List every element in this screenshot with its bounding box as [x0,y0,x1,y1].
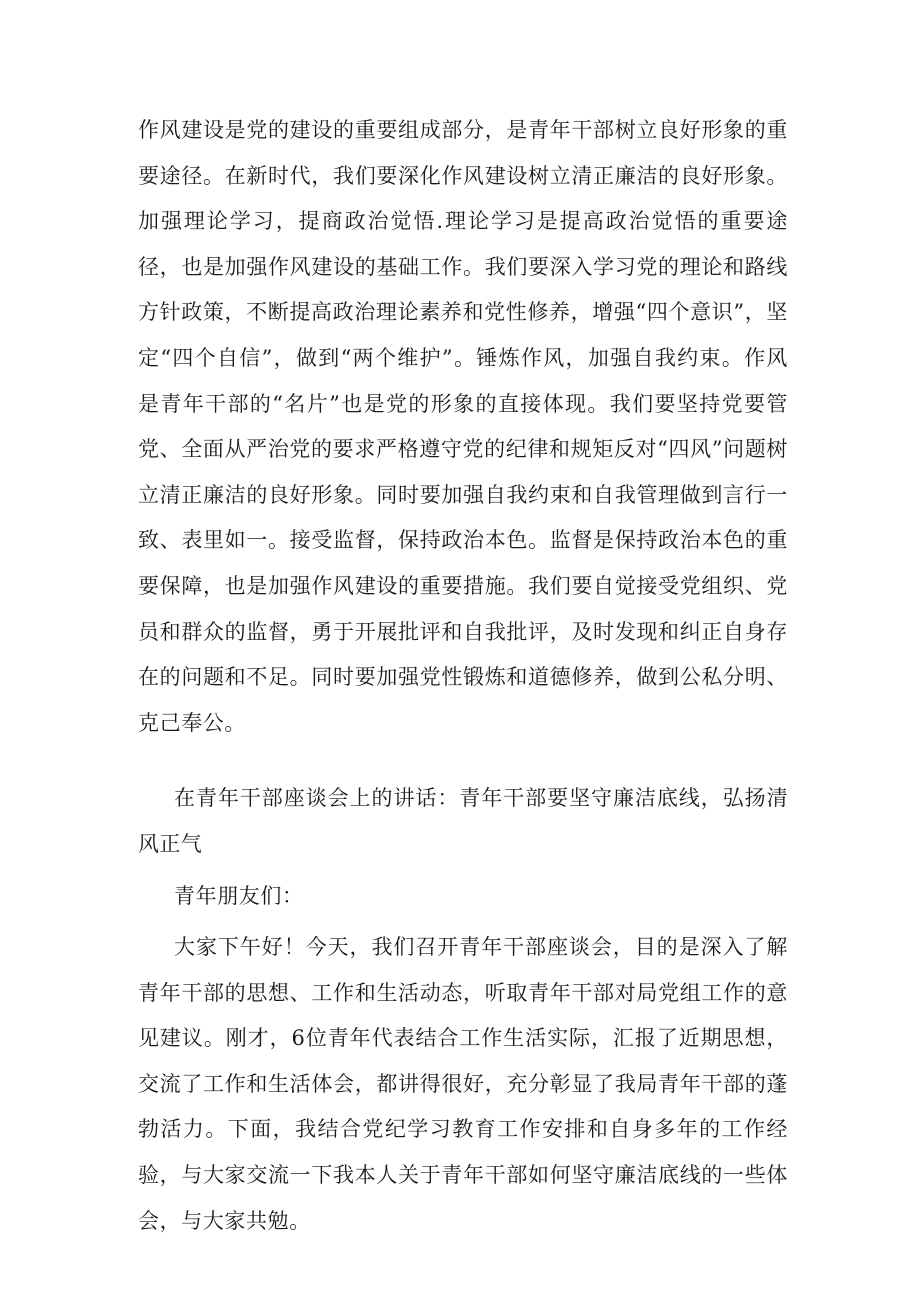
speech-title: 在青年干部座谈会上的讲话：青年干部要坚守廉洁底线，弘扬清风正气 [138,786,788,856]
body-paragraph-opening: 大家下午好！今天，我们召开青年干部座谈会，目的是深入了解青年干部的思想、工作和生活动态，听取青年干部对局党组工作的意见建议。刚才，6位青年代表结合工作生活实际，汇报了近期思想，交流了工作和生活体会，都讲得很好，充分彰显了我局青年干部的蓬勃活力。下面，我结合党纪学习教育工作安排和自身多年的工作经验，与大家交流一下我本人关于青年干部如何坚守廉洁底线的一些体会，与大家共勉。 [138,935,788,1233]
body-paragraph-work-style: 作风建设是党的建设的重要组成部分，是青年干部树立良好形象的重要途径。在新时代，我们要深化作风建设树立清正廉洁的良好形象。加强理论学习，提商政治觉悟.理论学习是提高政治觉悟的重要途径，也是加强作风建设的基础工作。我们要深入学习党的理论和路线方针政策，不断提高政治理论素养和党性修养，增强“四个意识”，坚定“四个自信”，做到“两个维护”。锤炼作风，加强自我约束。作风是青年干部的“名片”也是党的形象的直接体现。我们要坚持党要管党、全面从严治党的要求严格遵守党的纪律和规矩反对“四风”问题树立清正廉洁的良好形象。同时要加强自我约束和自我管理做到言行一致、表里如一。接受监督，保持政治本色。监督是保持政治本色的重要保障，也是加强作风建设的重要措施。我们要自觉接受党组织、党员和群众的监督，勇于开展批评和自我批评，及时发现和纠正自身存在的问题和不足。同时要加强党性锻炼和道德修养，做到公私分明、克己奉公。 [138,118,788,735]
salutation: 青年朋友们： [174,883,304,908]
